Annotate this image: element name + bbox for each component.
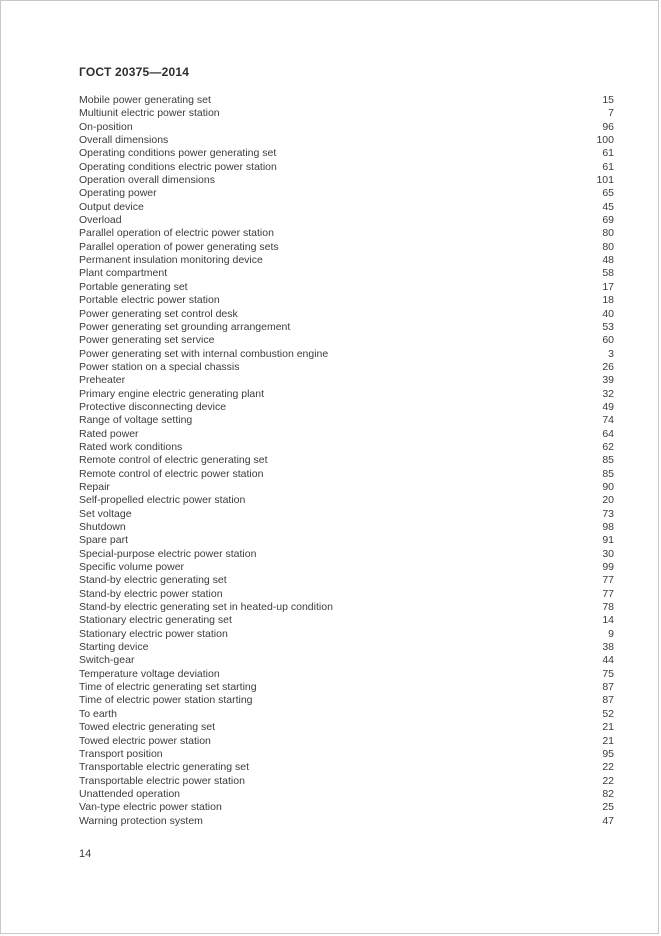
index-entry — [79, 801, 614, 814]
entry-term: Set voltage — [79, 507, 132, 520]
entry-term: Stationary electric generating set — [79, 614, 232, 627]
index-entry — [79, 668, 614, 681]
entry-term: Protective disconnecting device — [79, 400, 227, 413]
entry-number: 48 — [602, 254, 614, 267]
entry-term: Time of electric power station starting — [79, 694, 253, 707]
entry-number: 44 — [602, 654, 614, 667]
entry-number: 15 — [602, 94, 614, 106]
index-entry — [79, 441, 614, 454]
entry-term: Self-propelled electric power station — [79, 494, 246, 507]
entry-number: 78 — [602, 601, 614, 614]
entry-term: Transport position — [79, 747, 163, 760]
index-entry — [79, 321, 614, 334]
entry-term: Primary engine electric generating plant — [79, 387, 265, 400]
entry-term: Transportable electric power station — [79, 774, 245, 787]
entry-number: 38 — [602, 641, 614, 654]
index-entry — [79, 161, 614, 174]
entry-number: 87 — [602, 681, 614, 694]
entry-term: Remote control of electric power station — [79, 467, 264, 480]
index-entry — [79, 588, 614, 601]
index-entry — [79, 521, 614, 534]
index-entry — [79, 281, 614, 294]
index-entry — [79, 227, 614, 240]
index-entry — [79, 628, 614, 641]
entry-number: 101 — [596, 174, 614, 187]
entry-term: Switch-gear — [79, 654, 135, 667]
entry-number: 69 — [602, 214, 614, 227]
index-entry — [79, 641, 614, 654]
entry-number: 87 — [602, 694, 614, 707]
entry-number: 26 — [602, 360, 614, 373]
index-entry — [79, 761, 614, 774]
entry-term: Warning protection system — [79, 814, 203, 827]
index-entry — [79, 187, 614, 200]
index-entry — [79, 308, 614, 321]
entry-number: 9 — [608, 627, 614, 640]
entry-term: Multiunit electric power station — [79, 107, 220, 120]
document-title: ГОСТ 20375—2014 — [79, 65, 190, 79]
index-entry — [79, 708, 614, 721]
index-entry — [79, 401, 614, 414]
entry-term: Shutdown — [79, 521, 126, 533]
entry-term: Van-type electric power station — [79, 801, 222, 814]
entry-number: 75 — [602, 667, 614, 680]
entry-number: 82 — [602, 787, 614, 800]
entry-term: Power generating set with internal combustion engine — [79, 347, 329, 360]
entry-number: 61 — [602, 160, 614, 173]
entry-number: 80 — [602, 227, 614, 240]
entry-term: Time of electric generating set starting — [79, 681, 257, 694]
entry-term: Parallel operation of electric power station — [79, 227, 274, 240]
entry-term: Operating conditions power generating set — [79, 147, 277, 160]
entry-term: Towed electric power station — [79, 734, 211, 747]
entry-term: Power station on a special chassis — [79, 360, 240, 373]
index-entry — [79, 121, 614, 134]
entry-term: Power generating set service — [79, 334, 215, 347]
index-entry — [79, 374, 614, 387]
index-entry — [79, 694, 614, 707]
index-entry — [79, 681, 614, 694]
index-entry — [79, 508, 614, 521]
entry-term: Transportable electric generating set — [79, 761, 250, 774]
entry-number: 62 — [602, 440, 614, 453]
entry-term: Unattended operation — [79, 787, 180, 800]
entry-term: Repair — [79, 480, 110, 493]
index-entry — [79, 601, 614, 614]
page-number: 14 — [79, 848, 92, 860]
entry-number: 22 — [602, 761, 614, 774]
index-entry — [79, 574, 614, 587]
entry-term: Parallel operation of power generating sets — [79, 240, 279, 253]
entry-number: 80 — [602, 240, 614, 253]
index-entry — [79, 294, 614, 307]
entry-number: 95 — [602, 747, 614, 760]
entry-number: 39 — [602, 374, 614, 387]
entry-term: Rated power — [79, 427, 139, 440]
entry-term: Remote control of electric generating set — [79, 454, 268, 467]
entry-term: Mobile power generating set — [79, 94, 211, 106]
index-entry — [79, 174, 614, 187]
entry-number: 99 — [602, 561, 614, 574]
entry-term: Stationary electric power station — [79, 627, 228, 640]
entry-term: Spare part — [79, 534, 129, 547]
entry-number: 47 — [602, 814, 614, 827]
entry-term: To earth — [79, 707, 117, 720]
index-entry — [79, 721, 614, 734]
entry-number: 3 — [608, 347, 614, 360]
entry-number: 100 — [596, 134, 614, 147]
entry-number: 77 — [602, 574, 614, 587]
entry-term: Stand-by electric power station — [79, 587, 223, 600]
index-entry — [79, 428, 614, 441]
entry-term: Overall dimensions — [79, 134, 169, 147]
index-entry — [79, 815, 614, 828]
index-entry — [79, 548, 614, 561]
entry-term: Starting device — [79, 641, 149, 654]
entry-term: Preheater — [79, 374, 126, 387]
entry-number: 96 — [602, 120, 614, 133]
index-entry — [79, 214, 614, 227]
entry-term: Plant compartment — [79, 267, 168, 280]
index-entry — [79, 614, 614, 627]
entry-number: 65 — [602, 187, 614, 200]
index-entry — [79, 348, 614, 361]
entry-number: 74 — [602, 414, 614, 427]
entry-number: 53 — [602, 320, 614, 333]
index-entry — [79, 494, 614, 507]
entry-term: Special-purpose electric power station — [79, 547, 257, 560]
index-entry — [79, 241, 614, 254]
entry-number: 32 — [602, 387, 614, 400]
entry-number: 30 — [602, 547, 614, 560]
entry-term: Operation overall dimensions — [79, 174, 215, 187]
entry-term: Towed electric generating set — [79, 721, 215, 734]
entry-number: 91 — [602, 534, 614, 547]
index-entry — [79, 388, 614, 401]
index-entry — [79, 147, 614, 160]
entry-number: 64 — [602, 427, 614, 440]
index-entry — [79, 534, 614, 547]
entry-number: 49 — [602, 400, 614, 413]
index-entry — [79, 94, 614, 107]
entry-number: 21 — [602, 734, 614, 747]
index-entry — [79, 788, 614, 801]
index-entry — [79, 334, 614, 347]
index-entry — [79, 201, 614, 214]
entry-number: 18 — [602, 294, 614, 307]
entry-term: Portable electric power station — [79, 294, 220, 307]
entry-number: 20 — [602, 494, 614, 507]
entry-term: Output device — [79, 200, 144, 213]
index-entry — [79, 107, 614, 120]
index-entry — [79, 481, 614, 494]
index-list — [79, 94, 614, 828]
index-entry — [79, 361, 614, 374]
index-entry — [79, 267, 614, 280]
entry-number: 85 — [602, 467, 614, 480]
entry-number: 21 — [602, 721, 614, 734]
entry-number: 14 — [602, 614, 614, 627]
entry-number: 90 — [602, 480, 614, 493]
index-entry — [79, 654, 614, 667]
entry-term: Range of voltage setting — [79, 414, 193, 427]
entry-term: Power generating set control desk — [79, 307, 238, 320]
entry-number: 60 — [602, 334, 614, 347]
index-entry — [79, 775, 614, 788]
index-entry — [79, 468, 614, 481]
entry-number: 7 — [608, 107, 614, 120]
index-entry — [79, 254, 614, 267]
entry-term: Power generating set grounding arrangement — [79, 320, 291, 333]
entry-term: Overload — [79, 214, 122, 227]
entry-number: 52 — [602, 707, 614, 720]
entry-term: Operating conditions electric power station — [79, 160, 277, 173]
index-entry — [79, 414, 614, 427]
entry-term: On-position — [79, 120, 133, 133]
index-entry — [79, 134, 614, 147]
entry-term: Portable generating set — [79, 280, 188, 293]
entry-number: 25 — [602, 801, 614, 814]
entry-number: 40 — [602, 307, 614, 320]
entry-number: 98 — [602, 521, 614, 533]
entry-term: Temperature voltage deviation — [79, 667, 220, 680]
entry-number: 77 — [602, 587, 614, 600]
entry-number: 22 — [602, 774, 614, 787]
entry-number: 61 — [602, 147, 614, 160]
index-entry — [79, 735, 614, 748]
entry-number: 85 — [602, 454, 614, 467]
entry-term: Permanent insulation monitoring device — [79, 254, 263, 267]
entry-number: 73 — [602, 507, 614, 520]
index-entry — [79, 748, 614, 761]
entry-term: Rated work conditions — [79, 440, 183, 453]
entry-number: 45 — [602, 200, 614, 213]
entry-term: Stand-by electric generating set — [79, 574, 227, 587]
entry-number: 17 — [602, 280, 614, 293]
entry-number: 58 — [602, 267, 614, 280]
entry-term: Stand-by electric generating set in heated-up condition — [79, 601, 333, 614]
index-entry — [79, 561, 614, 574]
entry-term: Operating power — [79, 187, 157, 200]
entry-term: Specific volume power — [79, 561, 185, 574]
index-entry — [79, 454, 614, 467]
